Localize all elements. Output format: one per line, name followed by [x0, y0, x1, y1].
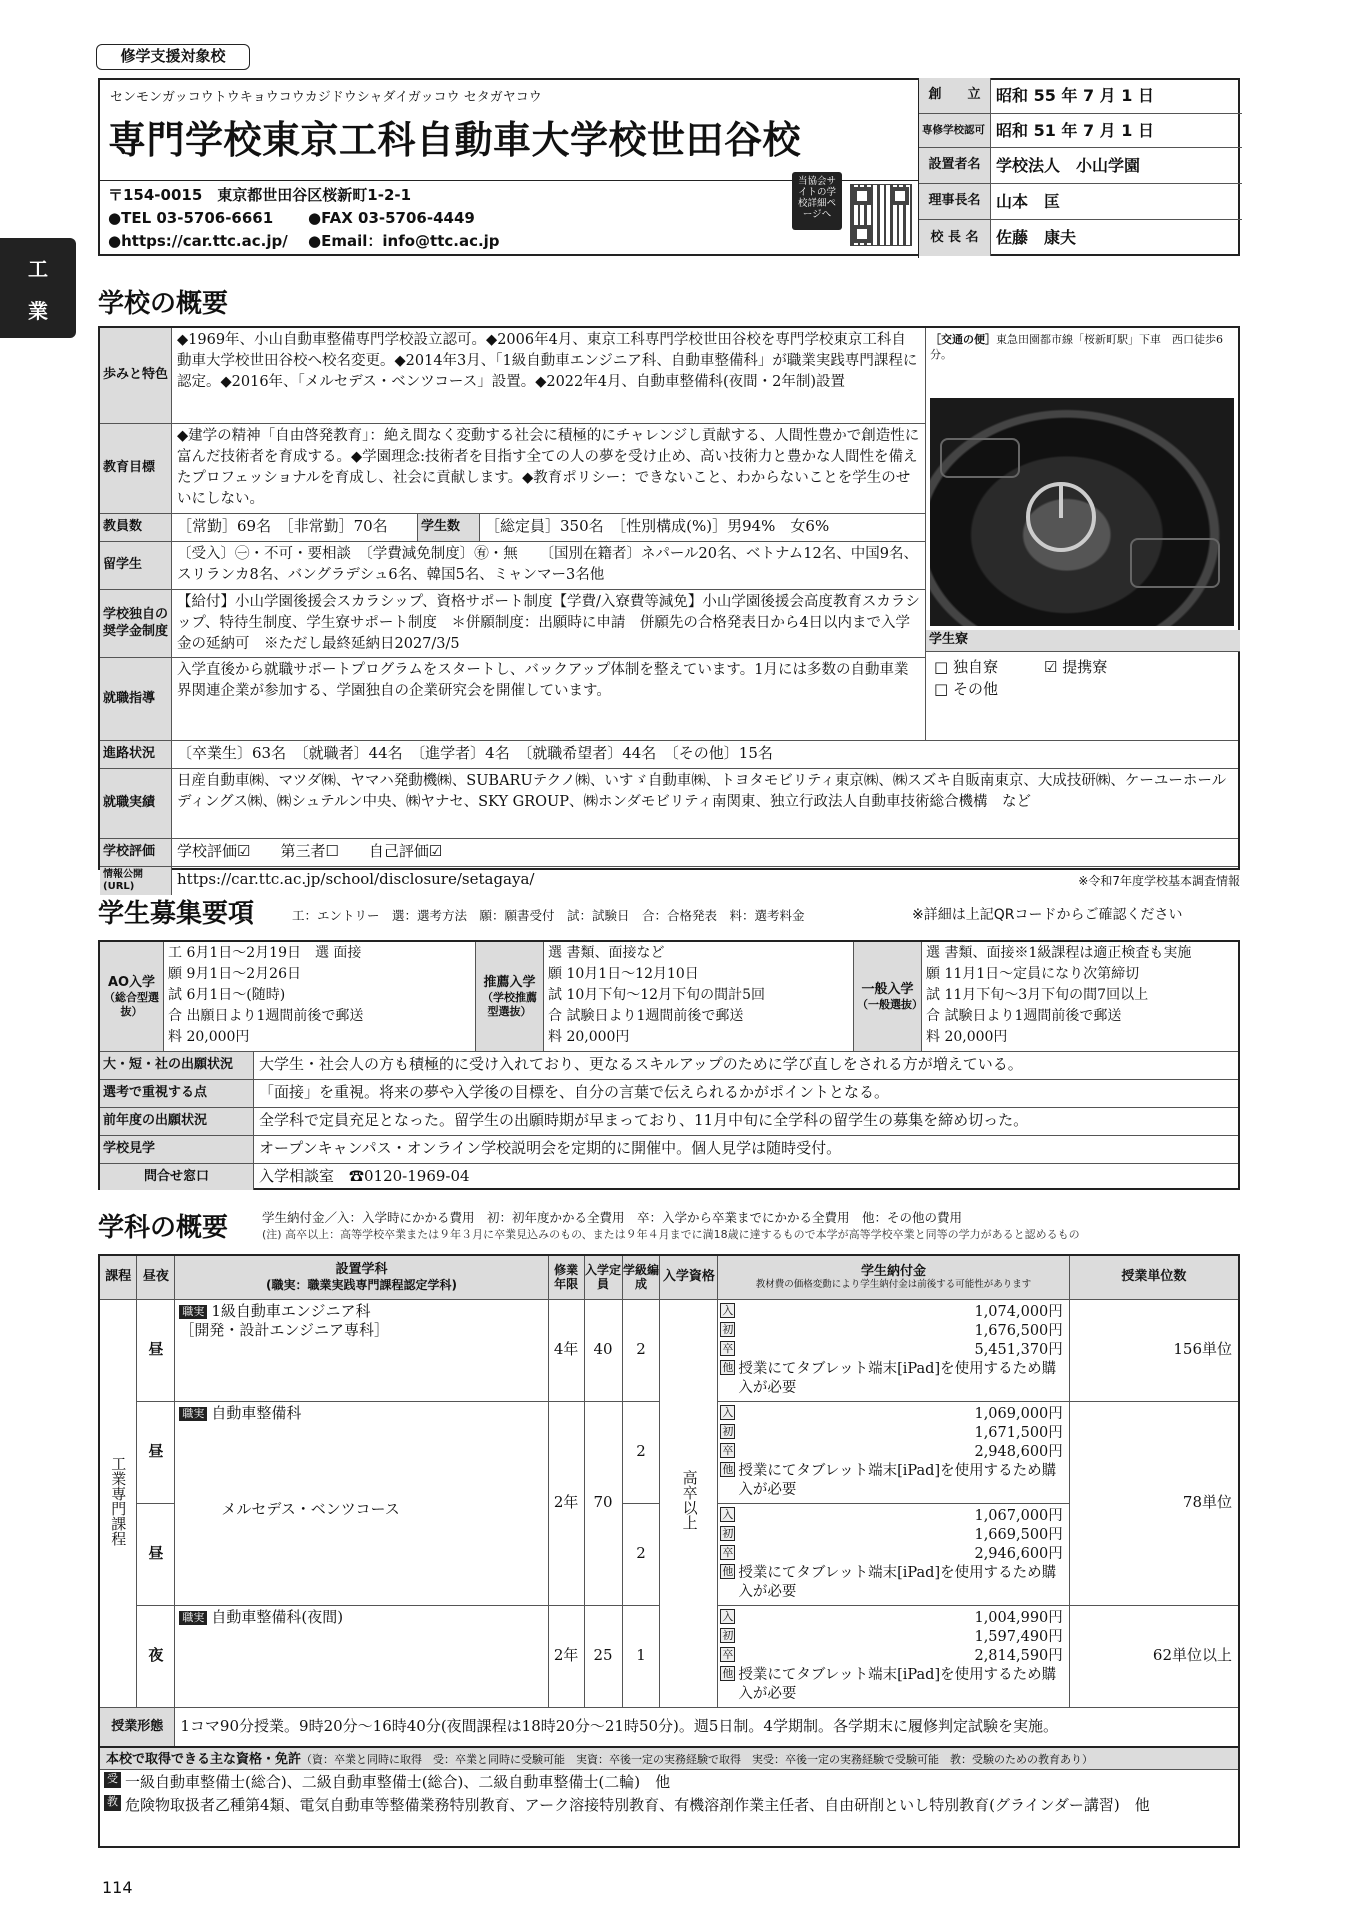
info-table — [918, 78, 1242, 258]
ippan-line: 合 試験日より1週間前後で郵送 — [926, 1008, 1122, 1024]
apply-status-text: 大学生・社会人の方も積極的に受け入れており、更なるスキルアップのために学び直しをされる方が増えている。 — [259, 1055, 1023, 1073]
ao-sub: （総合型選抜） — [104, 990, 159, 1018]
fee-key-sho: 初 — [722, 1526, 734, 1540]
class-style-text: 1コマ90分授業。9時20分～16時40分(夜間課程は18時20分～21時50分)。週5日制。4学期制。各学期末に履修判定試験を実施。 — [175, 1707, 1239, 1747]
founded-value: 昭和 55 年 7 月 1 日 — [996, 86, 1154, 105]
eval-text: 学校評価☑ 第三者☐ 自己評価☑ — [177, 842, 443, 860]
school-email[interactable]: ●Email：info@ttc.ac.jp — [308, 232, 500, 250]
r3-fee-sho: 1,669,500円 — [974, 1526, 1063, 1543]
fee-key-nyu: 入 — [722, 1609, 734, 1623]
path-label: 進路状況 — [100, 741, 172, 768]
r2-time: 昼 — [137, 1401, 175, 1503]
fee-key-sotsu: 卒 — [722, 1443, 734, 1457]
suisen-label: 推薦入学 — [483, 974, 536, 990]
class-style-label: 授業形態 — [99, 1707, 175, 1747]
fee-key-sho: 初 — [722, 1628, 734, 1642]
eval-label: 学校評価 — [100, 839, 172, 866]
staff-label: 教員数 — [100, 514, 172, 541]
col-dept-title: 設置学科 — [335, 1262, 388, 1278]
scholar-text: 【給付】小山学園後援会スカラシップ、資格サポート制度【学費/入寮費等減免】小山学園後援会高度教育スカラシップ、特待生制度、学生寮サポート制度 ＊併願制度：出願時に申請 併願先の合格発表日から4日以内まで入学金の延納可 ※ただし最終延納日2027/3/5 — [177, 594, 920, 652]
fee-key-ta: 他 — [722, 1666, 734, 1680]
qr-code-icon[interactable] — [850, 184, 912, 246]
r3-fee-other: 授業にてタブレット端末[iPad]を使用するため購入が必要 — [738, 1564, 1057, 1600]
lic-kyo-tag: 教 — [104, 1795, 121, 1811]
r3-fee — [718, 1503, 1069, 1605]
col-years: 修業年限 — [548, 1255, 584, 1299]
intl-text: 〔受入〕㊀・不可・要相談 〔学費減免制度〕㊒・無 〔国別在籍者〕ネパール20名、ベトナム12名、中国9名、スリランカ8名、バングラデシュ6名、韓国5名、ミャンマー3名他 — [177, 546, 918, 583]
fee-key-ta: 他 — [722, 1360, 734, 1374]
ippan-label: 一般入学 — [861, 981, 914, 997]
principal-label: 校 長 名 — [919, 220, 991, 256]
fee-legend: 学生納付金／入：入学時にかかる費用 初：初年度かかる全費用 卒：入学から卒業までにかかる全費用 他：その他の費用 — [262, 1210, 963, 1225]
staff-value: ［常勤］69名 ［非常勤］70名 — [172, 514, 418, 541]
r1-time: 昼 — [137, 1299, 175, 1401]
fee-key-nyu: 入 — [722, 1405, 734, 1419]
ippan-sub: （一般選抜） — [857, 997, 923, 1011]
r4-name: 自動車整備科(夜間) — [211, 1607, 344, 1626]
history-label: 歩みと特色 — [100, 328, 172, 423]
contact-text[interactable]: 入学相談室 ☎0120-1969-04 — [259, 1167, 470, 1185]
chair-label: 理事長名 — [919, 184, 991, 219]
col-dept — [175, 1255, 548, 1299]
r1-cap: 40 — [584, 1299, 622, 1401]
ao-line: 試 6月1日～(随時) — [168, 987, 286, 1003]
access-label: ［交通の便］ — [930, 333, 996, 346]
r4-cap: 25 — [584, 1605, 622, 1707]
r2-fee-nyu: 1,069,000円 — [974, 1405, 1063, 1422]
students-label: 学生数 — [418, 514, 480, 541]
school-kana: センモンガッコウトウキョウコウカジドウシャダイガッコウ セタガヤコウ — [110, 90, 542, 105]
survey-note: ※令和7年度学校基本調査情報 — [1078, 874, 1240, 888]
disclosure-label: 情報公開(URL) — [100, 867, 172, 895]
r1-fee — [718, 1299, 1069, 1401]
r4-years: 2年 — [548, 1605, 584, 1707]
suisen-line: 選 書類、面接など — [548, 945, 665, 961]
r3-time: 昼 — [137, 1503, 175, 1605]
suisen-line: 料 20,000円 — [548, 1029, 630, 1045]
school-tel: ●TEL 03-5706-6661 — [108, 209, 274, 227]
r2-tag: 職実 — [179, 1407, 207, 1421]
fee-note: (注) 高卒以上：高等学校卒業または９年３月に卒業見込みのもの、または９年４月までに満18歳に達するもので本学が高等学校卒業と同等の学力があると認めるもの — [262, 1228, 1080, 1241]
dorm-other: □ その他 — [934, 680, 998, 698]
goal-text: ◆建学の精神「自由啓発教育」：絶え間なく変動する社会に積極的にチャレンジし貢献する、人間性豊かで創造性に富んだ技術者を育成する。◆学園理念:技術者を目指す全ての人の夢を受け止め、高い技術力と豊かな人間性を備えたプロフェッショナルを育成し、社会に貢献します。◆教育ポリシー：できないこと、わからないことを学生のせいにしない。 — [177, 428, 920, 507]
suisen-details — [544, 942, 854, 1051]
approved-value: 昭和 51 年 7 月 1 日 — [996, 121, 1154, 140]
disclosure-url[interactable]: https://car.ttc.ac.jp/school/disclosure/setagaya/ — [177, 870, 535, 888]
scholar-label: 学校独自の奨学金制度 — [100, 590, 172, 657]
founded-label: 創 立 — [919, 78, 991, 113]
side-tab-char-2: 業 — [28, 299, 48, 323]
col-classes: 学級編成 — [622, 1255, 660, 1299]
page-number: 114 — [102, 1878, 133, 1897]
career-label: 就職指導 — [100, 658, 172, 740]
steering-wheel-photo — [930, 398, 1234, 626]
lic-juken: 一級自動車整備士(総合)、二級自動車整備士(総合)、二級自動車整備士(二輪) 他 — [125, 1773, 671, 1791]
r2-fee-sho: 1,671,500円 — [974, 1424, 1063, 1441]
school-address: 〒154-0015 東京都世田谷区桜新町1-2-1 — [108, 186, 412, 204]
r3-fee-sotsu: 2,946,600円 — [974, 1545, 1063, 1562]
access-text: 東急田園都市線「桜新町駅」下車 西口徒歩6分。 — [930, 333, 1223, 361]
support-badge: 修学支援対象校 — [96, 44, 250, 70]
overview-title: 学校の概要 — [98, 289, 229, 319]
chair-value: 山本 匡 — [996, 192, 1061, 211]
r4-fee — [718, 1605, 1069, 1707]
fee-key-sotsu: 卒 — [722, 1545, 734, 1559]
prev-year-label: 前年度の出願状況 — [100, 1108, 254, 1135]
ippan-details — [922, 942, 1238, 1051]
r3-fee-nyu: 1,067,000円 — [974, 1507, 1063, 1524]
col-fee — [718, 1255, 1069, 1299]
col-units: 授業単位数 — [1069, 1255, 1239, 1299]
r2-units: 78単位 — [1069, 1401, 1239, 1605]
ao-line: 料 20,000円 — [168, 1029, 250, 1045]
recruit-legend: 工：エントリー 選：選考方法 願：願書受付 試：試験日 合：合格発表 料：選考料金 — [292, 908, 805, 923]
suisen-line: 合 試験日より1週間前後で郵送 — [548, 1008, 744, 1024]
r2-name: 自動車整備科 — [211, 1403, 302, 1422]
fee-key-nyu: 入 — [722, 1507, 734, 1521]
founder-label: 設置者名 — [919, 148, 991, 183]
side-tab-char-1: 工 — [28, 257, 48, 281]
dorm-label: 学生寮 — [926, 630, 1240, 652]
ippan-line: 選 書類、面接※1級課程は適正検査も実施 — [926, 945, 1192, 961]
career-text: 入学直後から就職サポートプログラムをスタートし、バックアップ体制を整えています。1月には多数の自動車業界関連企業が参加する、学園独自の企業研究会を開催しています。 — [177, 662, 909, 699]
r4-fee-nyu: 1,004,990円 — [974, 1609, 1063, 1626]
r2-years: 2年 — [548, 1401, 584, 1605]
course-name — [99, 1299, 137, 1707]
r1-fee-nyu: 1,074,000円 — [974, 1303, 1063, 1320]
dorm-partner: ☑ 提携寮 — [1044, 658, 1108, 676]
school-name: 専門学校東京工科自動車大学校世田谷校 — [108, 118, 802, 162]
dept-table — [98, 1254, 1240, 1748]
recruit-box — [98, 940, 1240, 1190]
col-fee-sub: 教材費の価格変動により学生納付金は前後する可能性があります — [755, 1279, 1032, 1291]
ao-details — [164, 942, 476, 1051]
ao-label: AO入学 — [107, 974, 156, 990]
license-legend: （資：卒業と同時に取得 受：卒業と同時に受験可能 実資：卒後一定の実務経験で取得 実受：卒後一定の実務経験で受験可能 教：受験のための教育あり） — [301, 1753, 1094, 1766]
fee-key-nyu: 入 — [722, 1303, 734, 1317]
col-qual: 入学資格 — [660, 1255, 718, 1299]
r2-fee-other: 授業にてタブレット端末[iPad]を使用するため購入が必要 — [738, 1462, 1057, 1498]
col-dept-sub: (職実：職業実践専門課程認定学科) — [266, 1277, 457, 1292]
students-value: ［総定員］350名 ［性別構成(%)］男94% 女6% — [485, 517, 830, 535]
ippan-line: 願 11月1日～定員になり次第締切 — [926, 966, 1140, 982]
r1-name: 1級自動車エンジニア科 ［開発・設計エンジニア専科］ — [179, 1301, 390, 1339]
r4-fee-sho: 1,597,490円 — [974, 1628, 1063, 1645]
r1-fee-sho: 1,676,500円 — [974, 1322, 1063, 1339]
r4-tag: 職実 — [179, 1611, 207, 1625]
side-tab — [0, 238, 76, 338]
r4-classes: 1 — [622, 1605, 660, 1707]
col-course: 課程 — [99, 1255, 137, 1299]
approved-label: 専修学校認可 — [919, 114, 991, 147]
suisen-sub: （学校推薦型選抜） — [482, 990, 537, 1018]
dorm-own: □ 独自寮 — [934, 658, 998, 676]
history-text: ◆1969年、小山自動車整備専門学校設立認可。◆2006年4月、東京工科専門学校世田谷校を専門学校東京工科自動車大学校世田谷校へ校名変更。◆2014年3月、「1級自動車エンジニア科、自動車整備科」が職業実践専門課程に認定。◆2016年、「メルセデス・ベンツコース」設置。◆2022年4月、自動車整備科(夜間・2年制)設置 — [177, 332, 918, 390]
fee-key-sho: 初 — [722, 1322, 734, 1336]
qual-cell — [660, 1299, 718, 1707]
col-time: 昼夜 — [137, 1255, 175, 1299]
school-header — [98, 78, 1240, 256]
school-fax: ●FAX 03-5706-4449 — [308, 209, 475, 227]
recruit-title: 学生募集要項 — [98, 899, 255, 929]
r2-cap: 70 — [584, 1401, 622, 1605]
course-name-text: 工業専門課程 — [109, 1456, 128, 1546]
r2-classes: 2 — [622, 1401, 660, 1503]
r3-name: メルセデス・ベンツコース — [221, 1499, 400, 1518]
intl-label: 留学生 — [100, 542, 172, 589]
suisen-line: 試 10月下旬～12月下旬の間計5回 — [548, 987, 765, 1003]
qual-text: 高卒以上 — [680, 1470, 699, 1531]
r1-classes: 2 — [622, 1299, 660, 1401]
dept-title: 学科の概要 — [98, 1213, 229, 1243]
r2-fee — [718, 1401, 1069, 1503]
fee-key-ta: 他 — [722, 1462, 734, 1476]
selection-label: 選考で重視する点 — [100, 1080, 254, 1107]
school-url[interactable]: ●https://car.ttc.ac.jp/ — [108, 232, 288, 250]
qr-note: 当協会サイトの学校詳細ページへ — [792, 172, 842, 230]
selection-text: 「面接」を重視。将来の夢や入学後の目標を、自分の言葉で伝えられるかがポイントとなる。 — [259, 1083, 890, 1101]
suisen-line: 願 10月1日～12月10日 — [548, 966, 699, 982]
path-text: 〔卒業生〕63名 〔就職者〕44名 〔進学者〕4名 〔就職希望者〕44名 〔その他〕15名 — [177, 744, 773, 762]
r4-units: 62単位以上 — [1069, 1605, 1239, 1707]
fee-key-sotsu: 卒 — [722, 1647, 734, 1661]
jobs-label: 就職実績 — [100, 769, 172, 838]
r1-units: 156単位 — [1069, 1299, 1239, 1401]
r2-fee-sotsu: 2,948,600円 — [974, 1443, 1063, 1460]
ao-line: 工 6月1日～2月19日 選 面接 — [168, 945, 362, 961]
founder-value: 学校法人 小山学園 — [996, 156, 1141, 175]
ippan-line: 料 20,000円 — [926, 1029, 1008, 1045]
r1-years: 4年 — [548, 1299, 584, 1401]
apply-status-label: 大・短・社の出願状況 — [100, 1052, 254, 1079]
r4-fee-sotsu: 2,814,590円 — [974, 1647, 1063, 1664]
contact-label: 問合せ窓口 — [100, 1164, 254, 1190]
r1-tag: 職実 — [179, 1305, 207, 1319]
fee-key-ta: 他 — [722, 1564, 734, 1578]
visit-text: オープンキャンパス・オンライン学校説明会を定期的に開催中。個人見学は随時受付。 — [259, 1139, 842, 1157]
recruit-note: ※詳細は上記QRコードからご確認ください — [912, 907, 1183, 923]
r3-classes: 2 — [622, 1503, 660, 1605]
r4-time: 夜 — [137, 1605, 175, 1707]
jobs-text: 日産自動車㈱、マツダ㈱、ヤマハ発動機㈱、SUBARUテクノ㈱、いすゞ自動車㈱、トヨタモビリティ東京㈱、㈱スズキ自販南東京、大成技研㈱、ケーユーホールディングス㈱、㈱シュテルン中央、㈱ヤナセ、SKY GROUP、㈱ホンダモビリティ南関東、独立行政法人自動車技術総合機構 など — [177, 773, 1227, 810]
col-cap: 入学定員 — [584, 1255, 622, 1299]
ao-line: 願 9月1日～2月26日 — [168, 966, 301, 982]
ao-line: 合 出願日より1週間前後で郵送 — [168, 1008, 364, 1024]
principal-value: 佐藤 康夫 — [996, 228, 1077, 247]
r1-fee-sotsu: 5,451,370円 — [974, 1341, 1063, 1358]
lic-kyoiku: 危険物取扱者乙種第4類、電気自動車等整備業務特別教育、アーク溶接特別教育、有機溶剤作業主任者、自由研削といし特別教育(グラインダー講習) 他 — [125, 1796, 1150, 1814]
r4-fee-other: 授業にてタブレット端末[iPad]を使用するため購入が必要 — [738, 1666, 1057, 1702]
prev-year-text: 全学科で定員充足となった。留学生の出願時期が早まっており、11月中旬に全学科の留学生の募集を締め切った。 — [259, 1111, 1029, 1129]
ippan-line: 試 11月下旬～3月下旬の間7回以上 — [926, 987, 1149, 1003]
r1-fee-other: 授業にてタブレット端末[iPad]を使用するため購入が必要 — [738, 1360, 1057, 1396]
fee-key-sotsu: 卒 — [722, 1341, 734, 1355]
goal-label: 教育目標 — [100, 424, 172, 513]
lic-ju-tag: 受 — [104, 1772, 121, 1788]
visit-label: 学校見学 — [100, 1136, 254, 1163]
fee-key-sho: 初 — [722, 1424, 734, 1438]
license-title: 本校で取得できる主な資格・免許 — [106, 1752, 302, 1767]
col-fee-title: 学生納付金 — [861, 1263, 927, 1279]
license-box — [98, 1748, 1240, 1848]
